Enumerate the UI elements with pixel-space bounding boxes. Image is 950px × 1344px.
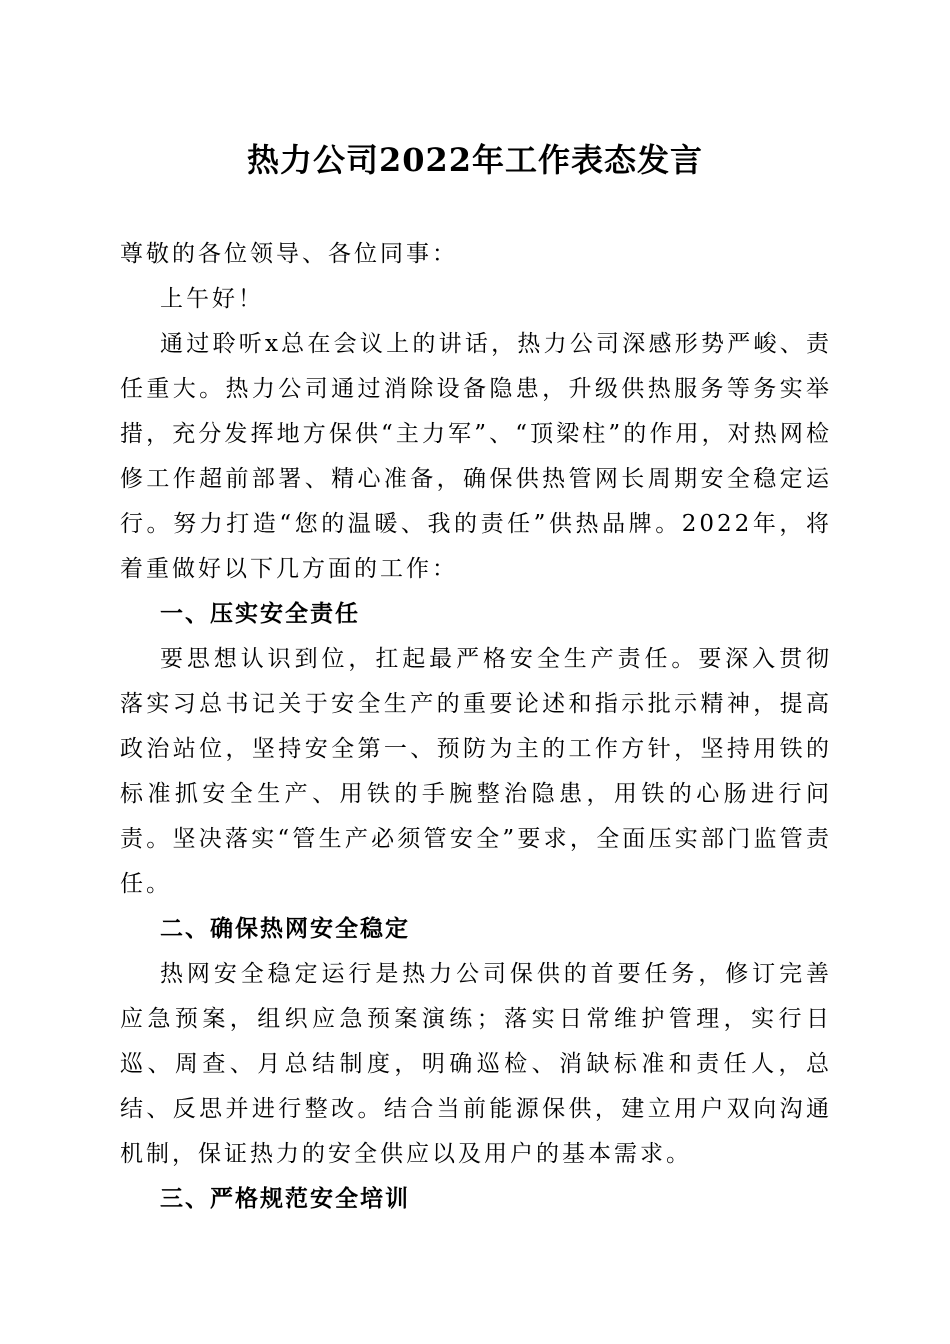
intro-paragraph: 通过聆听x总在会议上的讲话，热力公司深感形势严峻、责任重大。热力公司通过消除设备隐患，升级供热服务等务实举措，充分发挥地方保供“主力军”、“顶梁柱”的作用，对热网检修工作超前部署、精心准备，确保供热管网长周期安全稳定运行。努力打造“您的温暖、我的责任”供热品牌。2022年，将着重做好以下几方面的工作： — [120, 331, 832, 582]
section-heading-2: 二、确保热网安全稳定 — [160, 916, 410, 942]
document-title: 热力公司2022年工作表态发言 — [246, 141, 704, 179]
section-body-1: 要思想认识到位，扛起最严格安全生产责任。要深入贯彻落实习总书记关于安全生产的重要论述和指示批示精神，提高政治站位，坚持安全第一、预防为主的工作方针，坚持用铁的标准抓安全生产、用铁的手腕整治隐患，用铁的心肠进行问责。坚决落实“管生产必须管安全”要求，全面压实部门监管责任。 — [120, 646, 832, 897]
section-heading-1: 一、压实安全责任 — [160, 601, 360, 627]
section-body-2: 热网安全稳定运行是热力公司保供的首要任务，修订完善应急预案，组织应急预案演练；落实日常维护管理，实行日巡、周查、月总结制度，明确巡检、消缺标准和责任人，总结、反思并进行整改。结合当前能源保供，建立用户双向沟通机制，保证热力的安全供应以及用户的基本需求。 — [120, 961, 832, 1167]
document-body — [120, 232, 832, 1222]
greeting: 上午好！ — [160, 286, 264, 312]
salutation: 尊敬的各位领导、各位同事： — [120, 241, 458, 267]
section-heading-3: 三、严格规范安全培训 — [160, 1186, 410, 1212]
